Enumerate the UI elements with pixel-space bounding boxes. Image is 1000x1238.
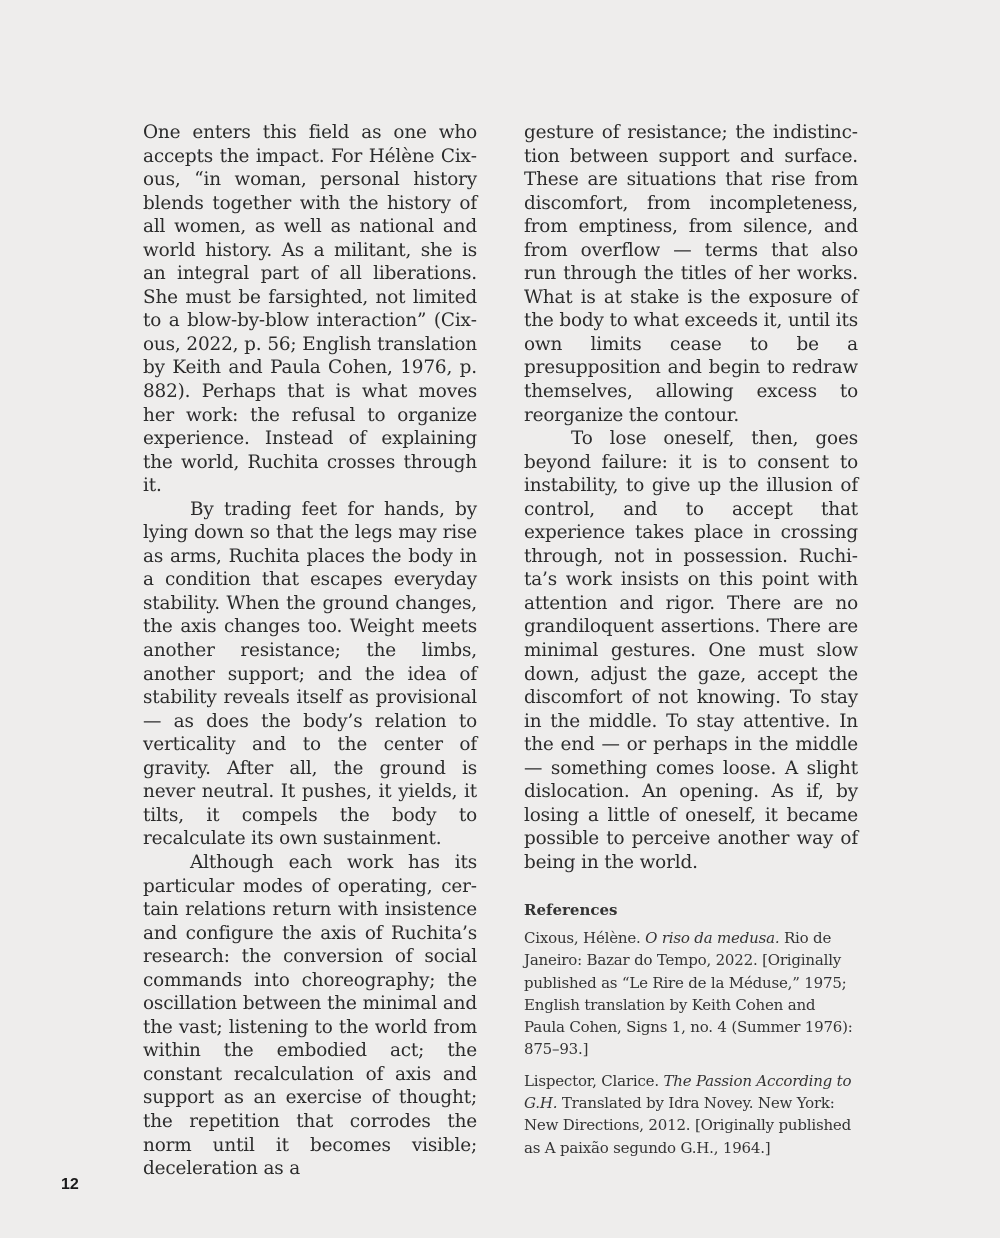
- references-heading: References: [524, 901, 618, 919]
- reference-title: O riso da medusa.: [645, 929, 780, 947]
- paragraph: gesture of resistance; the indistinction between support and surface. These are situations that rise from discomfort, from incompleteness, from emptiness, from silence, and from overflow — terms that also run through the titles of her works. What is at stake is the exposure of the body to what exceeds it, until its own limits cease to be a presupposition and begin to redraw themselves, allowing excess to reorganize the contour.: [524, 122, 858, 426]
- reference-title: The Passion According to G.H.: [524, 1071, 852, 1113]
- paragraph: To lose oneself, then, goes beyond failure: it is to consent to instability, to give up the illusion of control, and to accept that experience takes place in crossing through, not in possession. Ruchita’s work insists on this point with attention and rigor. There are no grandiloquent assertions. There are minimal gestures. One must slow down, adjust the gaze, accept the discomfort of not knowing. To stay in the middle. To stay attentive. In the end — or perhaps in the middle — something comes loose. A slight dislocation. An opening. As if, by losing a little of oneself, it became possible to perceive another way of being in the world.: [524, 428, 858, 873]
- paragraph: Although each work has its particular modes of operating, certain relations return with insistence and configure the axis of Ruchita’s research: the conversion of social commands into choreography; the oscillation between the minimal and the vast; listening to the world from within the embodied act; the constant recalculation of axis and support as an exercise of thought; the repetition that corrodes the norm until it becomes visible; deceleration as a: [143, 851, 477, 1180]
- left-column: [143, 121, 477, 1181]
- reference-entry: [524, 927, 858, 1061]
- paragraph: One enters this field as one who accepts the impact. For Hélène Cixous, “in woman, personal history blends together with the history of all women, as well as national and world history. As a militant, she is an integral part of all liberations. She must be farsighted, not limited to a blow-by-blow interaction” (Cixous, 2022, p. 56; English translation by Keith and Paula Cohen, 1976, p. 882). Perhaps that is what moves her work: the refusal to organize experience. Instead of explaining the world, Ruchita crosses through it.: [143, 122, 477, 497]
- page-number: 12: [61, 1176, 79, 1193]
- reference-entry: [524, 1070, 858, 1159]
- references-section: [524, 900, 858, 1168]
- right-column: [524, 121, 858, 875]
- reference-details: Rio de Janeiro: Bazar do Tempo, 2022. [Originally published as “Le Rire de la Méduse,” 1975; English translation by Keith Cohen and Paula Cohen, Signs 1, no. 4 (Summer 1976): 875–93.]: [524, 929, 853, 1059]
- paragraph: By trading feet for hands, by lying down so that the legs may rise as arms, Ruchita places the body in a condition that escapes everyday stability. When the ground changes, the axis changes too. Weight meets another resistance; the limbs, another support; and the idea of stability reveals itself as provisional — as does the body’s relation to verticality and to the center of gravity. After all, the ground is never neutral. It pushes, it yields, it tilts, it compels the body to recalculate its own sustainment.: [143, 498, 477, 850]
- reference-author: Cixous, Hélène.: [524, 929, 646, 947]
- reference-author: Lispector, Clarice.: [524, 1071, 664, 1090]
- reference-details: Translated by Idra Novey. New York: New Directions, 2012. [Originally published as A paixão segundo G.H., 1964.]: [524, 1094, 851, 1157]
